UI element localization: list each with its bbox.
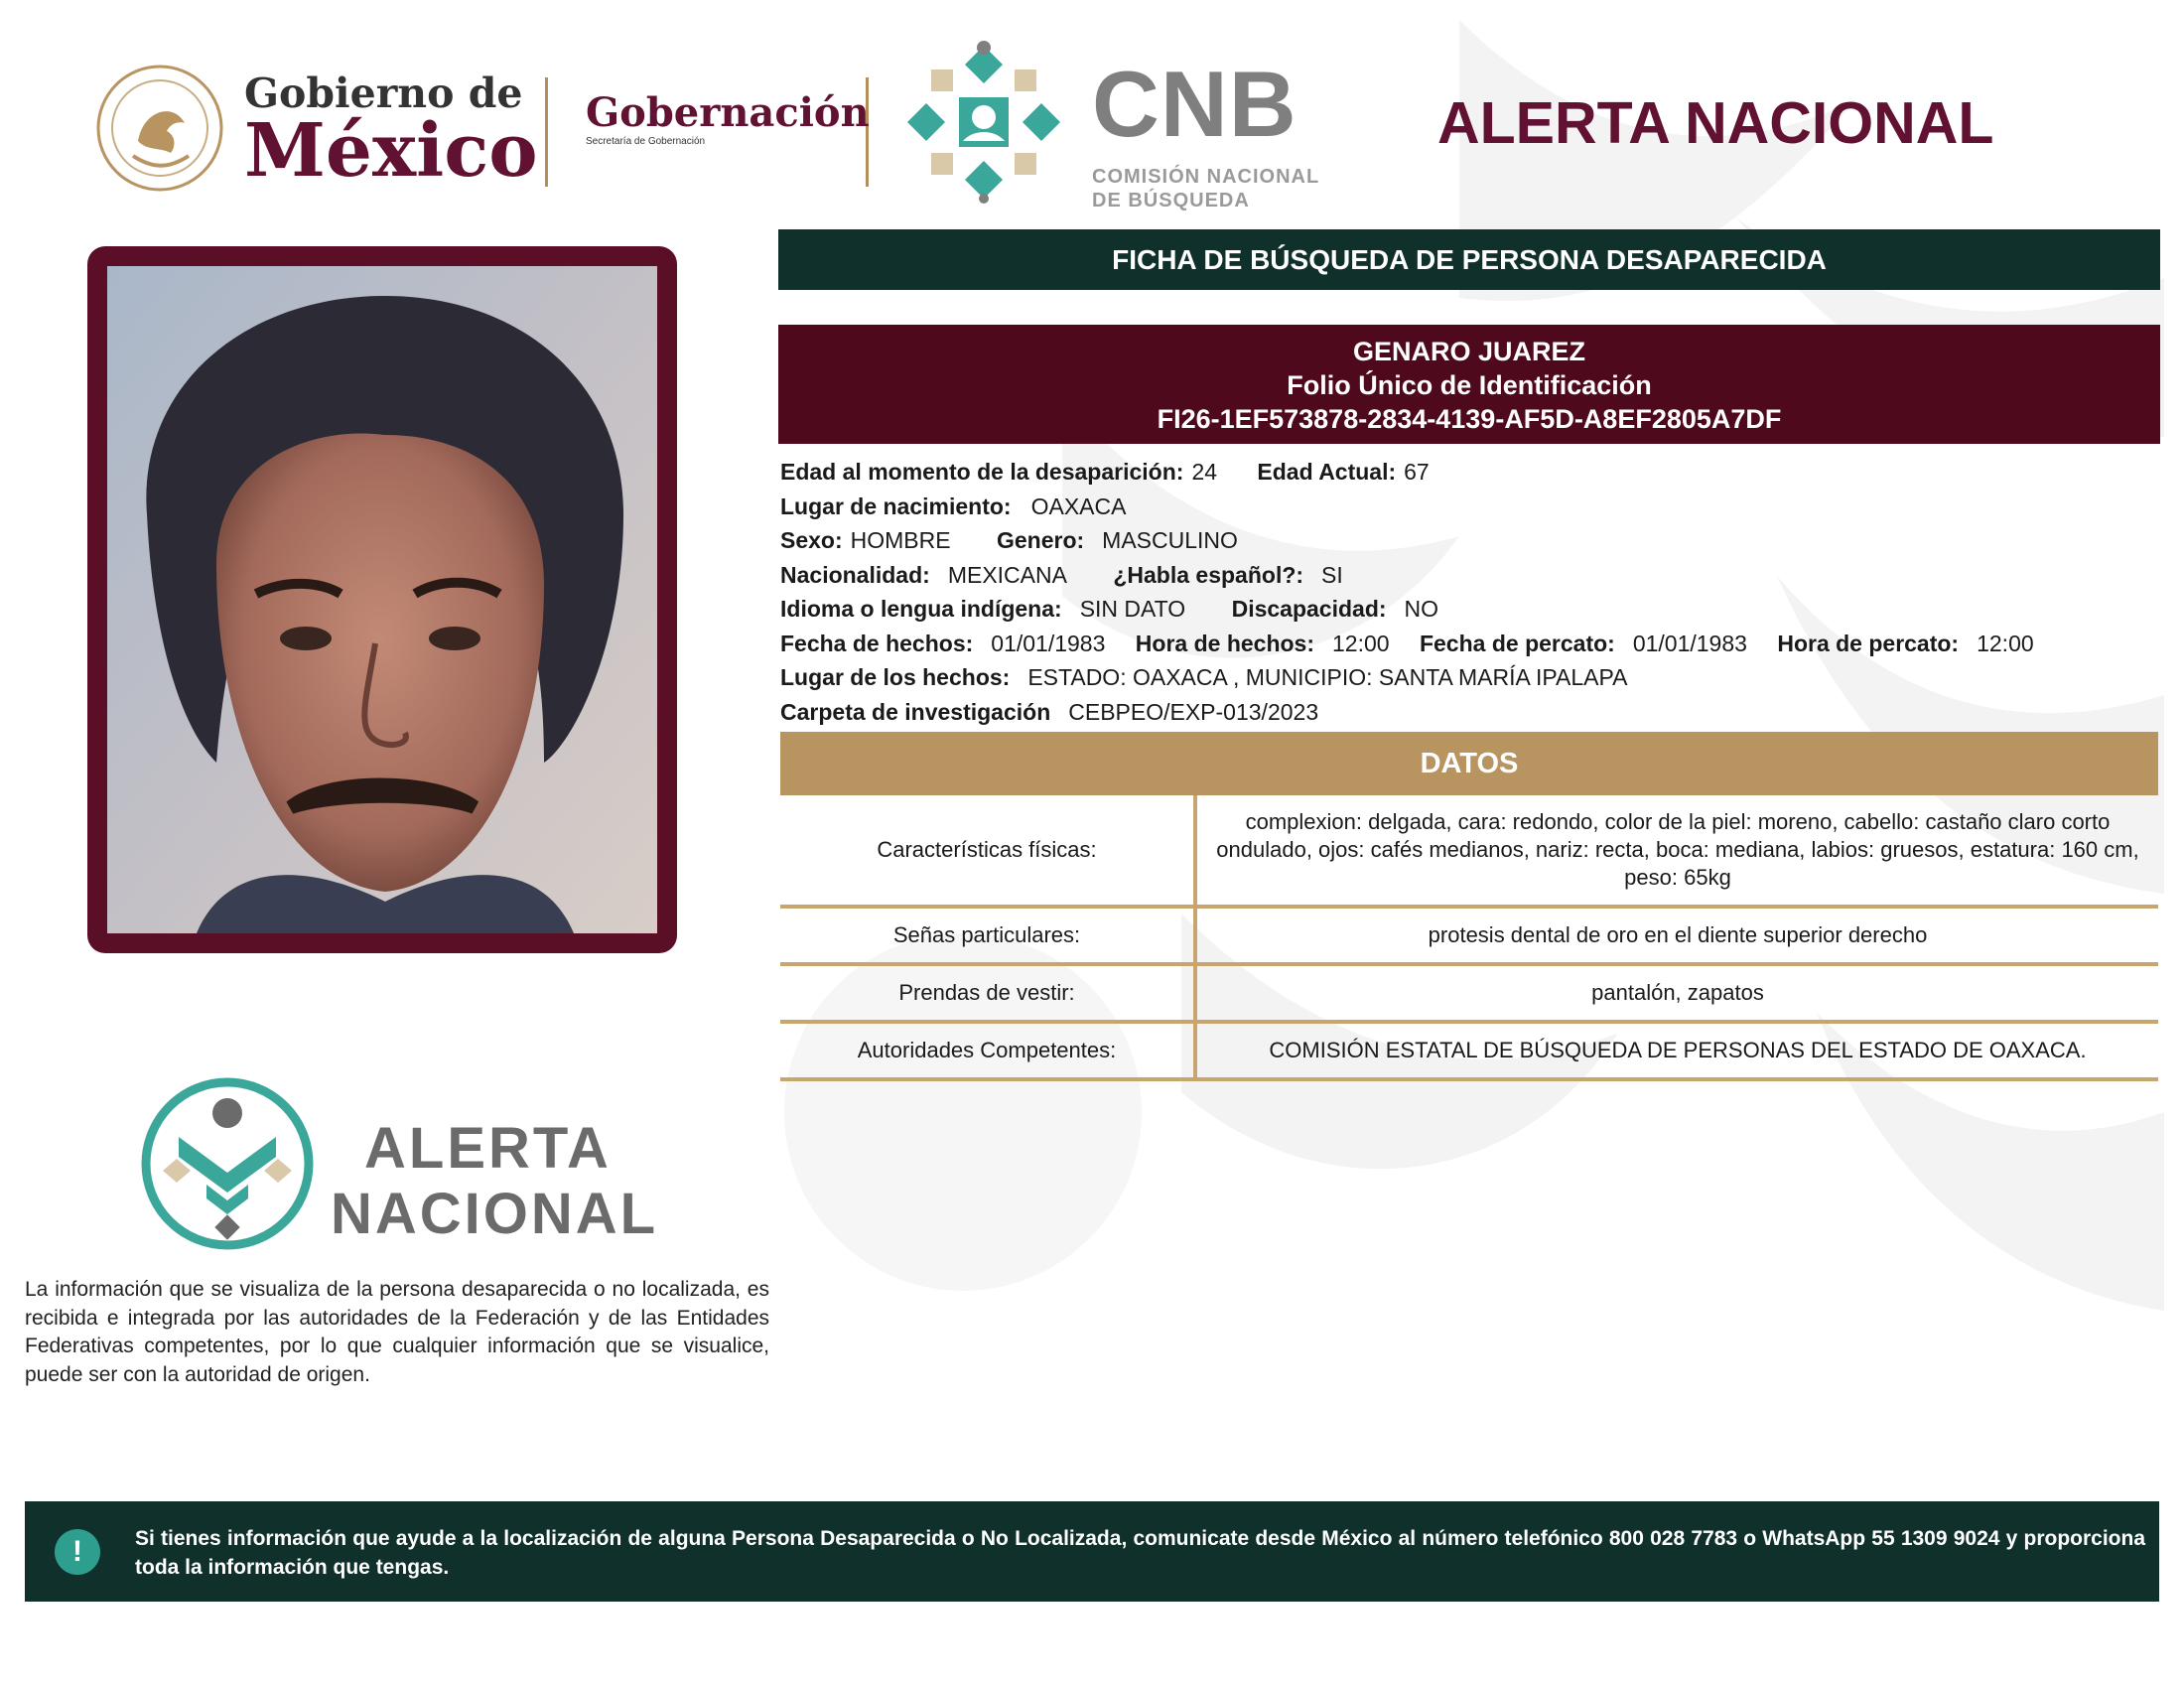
info-row bbox=[780, 455, 2160, 490]
person-name: GENARO JUAREZ bbox=[1352, 337, 1586, 366]
info-row bbox=[780, 660, 2160, 695]
alerta-logo-line1: ALERTA bbox=[364, 1116, 612, 1181]
carpeta-value: CEBPEO/EXP-013/2023 bbox=[1068, 698, 1319, 725]
disclaimer-text: La información que se visualiza de la persona desaparecida o no localizada, es recibida e integrada por las autoridades de la Federación y de las Entidades Federativas competentes, por lo que cualquier información que se visualice, puede ser con la autoridad de origen. bbox=[25, 1278, 769, 1386]
table-row bbox=[780, 1022, 2158, 1079]
sexo-label: Sexo: bbox=[780, 527, 843, 553]
gobierno-line1: Gobierno de bbox=[244, 70, 523, 117]
mexico-seal-icon bbox=[93, 62, 226, 195]
info-row bbox=[780, 695, 2160, 730]
idioma-label: Idioma o lengua indígena: bbox=[780, 596, 1062, 622]
ficha-title: FICHA DE BÚSQUEDA DE PERSONA DESAPARECIDA bbox=[778, 229, 2160, 290]
caracteristicas-label: Características físicas: bbox=[780, 795, 1195, 907]
autoridades-label: Autoridades Competentes: bbox=[780, 1022, 1195, 1079]
hora-hechos-value: 12:00 bbox=[1332, 630, 1390, 656]
discapacidad-value: NO bbox=[1404, 596, 1439, 622]
prendas-label: Prendas de vestir: bbox=[780, 964, 1195, 1022]
folio-label: Folio Único de Identificación bbox=[1287, 370, 1652, 400]
nacionalidad-label: Nacionalidad: bbox=[780, 561, 930, 588]
alerta-logo-line2: NACIONAL bbox=[331, 1182, 659, 1246]
hora-hechos-label: Hora de hechos: bbox=[1135, 630, 1315, 656]
fecha-percato-label: Fecha de percato: bbox=[1419, 630, 1615, 656]
table-row bbox=[780, 964, 2158, 1022]
lugar-hechos-value: ESTADO: OAXACA , MUNICIPIO: SANTA MARÍA IPALAPA bbox=[1027, 664, 1628, 690]
person-info bbox=[780, 455, 2160, 729]
person-photo-frame bbox=[87, 246, 677, 953]
datos-table bbox=[780, 795, 2158, 1081]
info-row bbox=[780, 490, 2160, 524]
senas-value: protesis dental de oro en el diente superior derecho bbox=[1195, 907, 2158, 964]
alerta-nacional-title: ALERTA NACIONAL bbox=[1437, 90, 1994, 156]
header-divider bbox=[545, 77, 548, 187]
genero-label: Genero: bbox=[996, 527, 1085, 553]
gobernacion-logo-text: Gobernación bbox=[586, 89, 870, 136]
datos-header: DATOS bbox=[780, 732, 2158, 795]
discapacidad-label: Discapacidad: bbox=[1231, 596, 1387, 622]
exclamation-icon: ! bbox=[55, 1529, 100, 1575]
nacionalidad-value: MEXICANA bbox=[947, 561, 1067, 588]
info-row bbox=[780, 627, 2160, 661]
lugar-nacimiento-value: OAXACA bbox=[1030, 492, 1127, 519]
edad-actual-label: Edad Actual: bbox=[1257, 459, 1397, 485]
habla-espanol-value: SI bbox=[1321, 561, 1343, 588]
alerta-nacional-logo-icon bbox=[139, 1075, 316, 1252]
edad-desaparicion-value: 24 bbox=[1191, 459, 1218, 485]
sexo-value: HOMBRE bbox=[850, 527, 951, 553]
table-row bbox=[780, 795, 2158, 907]
fecha-hechos-value: 01/01/1983 bbox=[991, 630, 1106, 656]
carpeta-label: Carpeta de investigación bbox=[780, 698, 1051, 725]
info-row bbox=[780, 523, 2160, 558]
hora-percato-label: Hora de percato: bbox=[1777, 630, 1960, 656]
cnb-logo-icon bbox=[899, 38, 1068, 207]
gobernacion-subtitle: Secretaría de Gobernación bbox=[586, 136, 706, 147]
edad-actual-value: 67 bbox=[1404, 459, 1430, 485]
table-row bbox=[780, 907, 2158, 964]
gobierno-line2: México bbox=[244, 108, 538, 194]
footer-banner bbox=[25, 1501, 2159, 1602]
cnb-line2: DE BÚSQUEDA bbox=[1092, 190, 1250, 211]
person-header bbox=[778, 325, 2160, 444]
senas-label: Señas particulares: bbox=[780, 907, 1195, 964]
footer-text: Si tienes información que ayude a la localización de alguna Persona Desaparecida o No Localizada, comunicate desde México al número telefónico 800 028 7783 o WhatsApp 55 1309 9024 y proporciona toda la información que tengas. bbox=[135, 1527, 2145, 1579]
info-row bbox=[780, 592, 2160, 627]
edad-desaparicion-label: Edad al momento de la desaparición: bbox=[780, 459, 1184, 485]
prendas-value: pantalón, zapatos bbox=[1195, 964, 2158, 1022]
genero-value: MASCULINO bbox=[1102, 527, 1238, 553]
fecha-percato-value: 01/01/1983 bbox=[1632, 630, 1747, 656]
autoridades-value: COMISIÓN ESTATAL DE BÚSQUEDA DE PERSONAS DEL ESTADO DE OAXACA. bbox=[1195, 1022, 2158, 1079]
fecha-hechos-label: Fecha de hechos: bbox=[780, 630, 974, 656]
caracteristicas-value: complexion: delgada, cara: redondo, color de la piel: moreno, cabello: castaño claro corto ondulado, ojos: cafés medianos, nariz: recta, boca: mediana, labios: gruesos, estatura: 160 cm, peso: 65kg bbox=[1195, 795, 2158, 907]
folio-value: FI26-1EF573878-2834-4139-AF5D-A8EF2805A7DF bbox=[1157, 404, 1782, 434]
lugar-hechos-label: Lugar de los hechos: bbox=[780, 664, 1011, 690]
lugar-nacimiento-label: Lugar de nacimiento: bbox=[780, 492, 1012, 519]
idioma-value: SIN DATO bbox=[1079, 596, 1186, 622]
habla-espanol-label: ¿Habla español?: bbox=[1113, 561, 1304, 588]
person-photo bbox=[107, 266, 657, 933]
info-row bbox=[780, 558, 2160, 593]
cnb-logo-text: CNB bbox=[1092, 52, 1297, 156]
cnb-line1: COMISIÓN NACIONAL bbox=[1092, 166, 1320, 188]
hora-percato-value: 12:00 bbox=[1977, 630, 2034, 656]
